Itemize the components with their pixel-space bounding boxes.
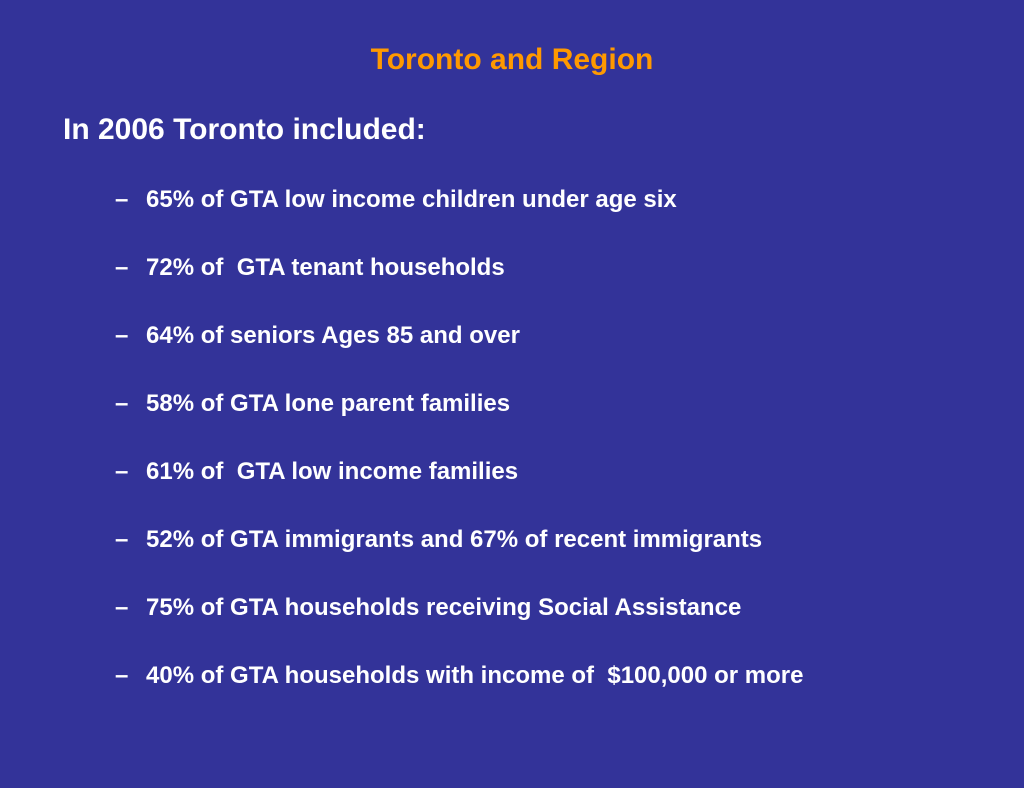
bullet-text: 64% of seniors Ages 85 and over [146, 322, 520, 349]
dash-bullet-marker: – [115, 322, 129, 349]
bullet-text: 40% of GTA households with income of $100,000 or more [146, 662, 804, 689]
bullet-text: 58% of GTA lone parent families [146, 390, 511, 417]
dash-bullet-marker: – [115, 186, 129, 213]
bullet-item [115, 320, 520, 388]
bullet-text: 52% of GTA immigrants and 67% of recent immigrants [146, 526, 763, 553]
slide-title: Toronto and Region [370, 43, 654, 76]
bullet-list [115, 184, 804, 728]
bullet-item [115, 592, 742, 660]
bullet-item [115, 252, 505, 320]
bullet-item [115, 524, 763, 592]
dash-bullet-marker: – [115, 662, 129, 689]
dash-bullet-marker: – [115, 390, 129, 417]
bullet-text: 61% of GTA low income families [146, 458, 519, 485]
slide-subheading: In 2006 Toronto included: [63, 113, 426, 146]
bullet-item [115, 388, 511, 456]
bullet-text: 75% of GTA households receiving Social Assistance [146, 594, 742, 621]
bullet-text: 65% of GTA low income children under age six [146, 186, 677, 213]
bullet-item [115, 456, 519, 524]
bullet-text: 72% of GTA tenant households [146, 254, 505, 281]
dash-bullet-marker: – [115, 594, 129, 621]
dash-bullet-marker: – [115, 458, 129, 485]
bullet-item [115, 660, 804, 728]
dash-bullet-marker: – [115, 254, 129, 281]
dash-bullet-marker: – [115, 526, 129, 553]
bullet-item [115, 184, 677, 252]
